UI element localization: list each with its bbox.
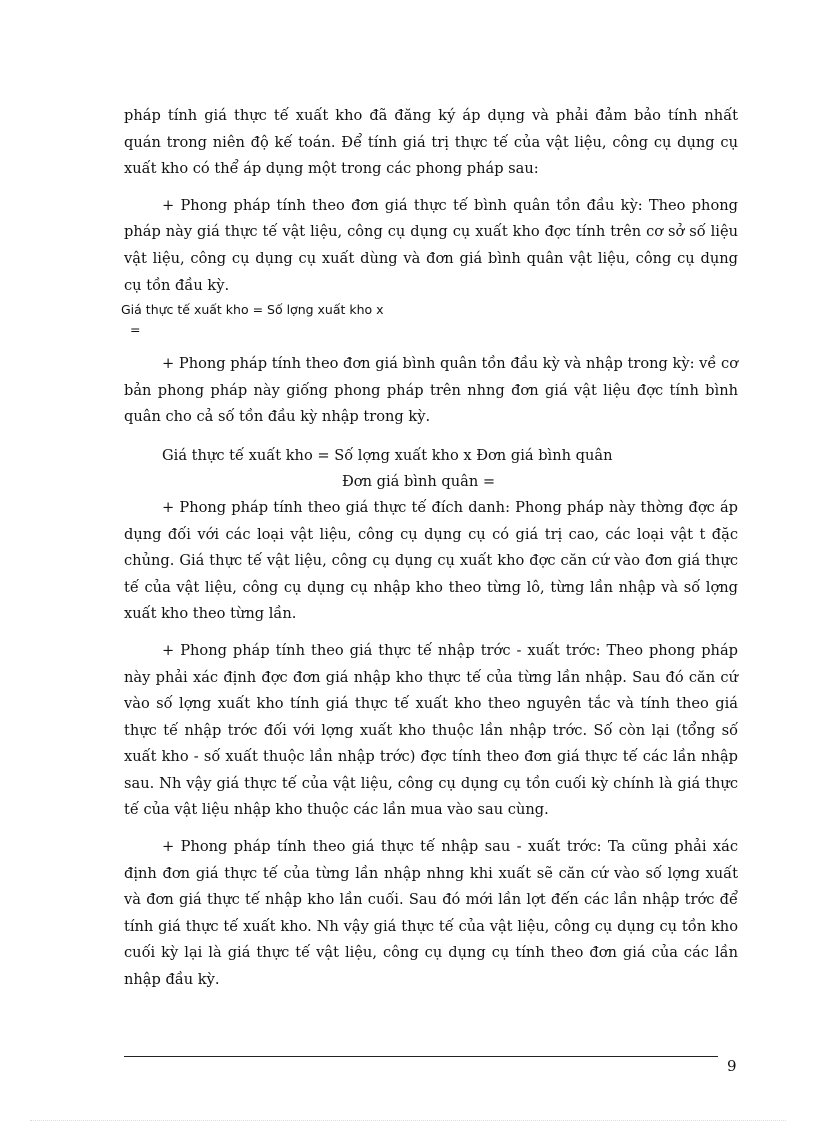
paragraph-method-weighted-average: + Phong pháp tính theo đơn giá bình quân tồn đầu kỳ và nhập trong kỳ: về cơ bản phong pháp này giống phong pháp trên nhng đơn giá vật liệu đợc tính bình quân cho cả số tồn đầu kỳ nhập trong kỳ. [124, 355, 738, 426]
footer-divider [124, 1056, 718, 1057]
formula-weighted-average: Giá thực tế xuất kho = Số lợng xuất kho x Đơn giá bình quân [162, 446, 613, 464]
paragraph-method-opening-average: + Phong pháp tính theo đơn giá thực tế bình quân tồn đầu kỳ: Theo phong pháp này giá thực tế vật liệu, công cụ dụng cụ xuất kho đợc tính trên cơ sở số liệu vật liệu, công cụ dụng cụ xuất dùng và đơn giá bình quân vật liệu, công cụ dụng cụ tồn đầu kỳ. [124, 196, 738, 294]
formula-opening-average: Giá thực tế xuất kho = Số lợng xuất kho x [121, 302, 384, 318]
paragraph-method-fifo: + Phong pháp tính theo giá thực tế nhập trớc - xuất trớc: Theo phong pháp này phải xác định đợc đơn giá nhập kho thực tế của từng lần nhập. Sau đó căn cứ vào số lợng xuất kho tính giá thực tế xuất kho theo nguyên tắc và tính theo giá thực tế nhập trớc đối với lợng xuất kho thuộc lần nhập trớc. Số còn lại (tổng số xuất kho - số xuất thuộc lần nhập trớc) đợc tính theo đơn giá thực tế các lần nhập sau. Nh vậy giá thực tế của vật liệu, công cụ dụng cụ tồn cuối kỳ chính là giá thực tế của vật liệu nhập kho thuộc các lần mua vào sau cùng. [124, 641, 738, 819]
page-body [121, 103, 738, 994]
paragraph-method-lifo: + Phong pháp tính theo giá thực tế nhập sau - xuất trớc: Ta cũng phải xác định đơn giá thực tế của từng lần nhập nhng khi xuất sẽ căn cứ vào số lợng xuất và đơn giá thực tế nhập kho lần cuối. Sau đó mới lần lợt đến các lần nhập trớc để tính giá thực tế xuất kho. Nh vậy giá thực tế của vật liệu, công cụ dụng cụ tồn kho cuối kỳ lại là giá thực tế vật liệu, công cụ dụng cụ tính theo đơn giá của các lần nhập đầu kỳ. [124, 838, 738, 989]
paragraph-method-specific-identification: + Phong pháp tính theo giá thực tế đích danh: Phong pháp này thờng đợc áp dụng đối với các loại vật liệu, công cụ dụng cụ có giá trị cao, các loại vật t đặc chủng. Giá thực tế vật liệu, công cụ dụng cụ xuất kho đợc căn cứ vào đơn giá thực tế của vật liệu, công cụ dụng cụ nhập kho theo từng lô, từng lần nhập và số lợng xuất kho theo từng lần. [124, 498, 738, 623]
formula-opening-average-eq: = [130, 322, 141, 338]
paragraph-intro: pháp tính giá thực tế xuất kho đã đăng ký áp dụng và phải đảm bảo tính nhất quán trong niên độ kế toán. Để tính giá trị thực tế của vật liệu, công cụ dụng cụ xuất kho có thể áp dụng một trong các phong pháp sau: [124, 107, 738, 178]
formula-average-unit-price: Đơn giá bình quân = [342, 472, 496, 490]
page-number: 9 [727, 1057, 737, 1075]
page-bottom-border [30, 1120, 786, 1121]
